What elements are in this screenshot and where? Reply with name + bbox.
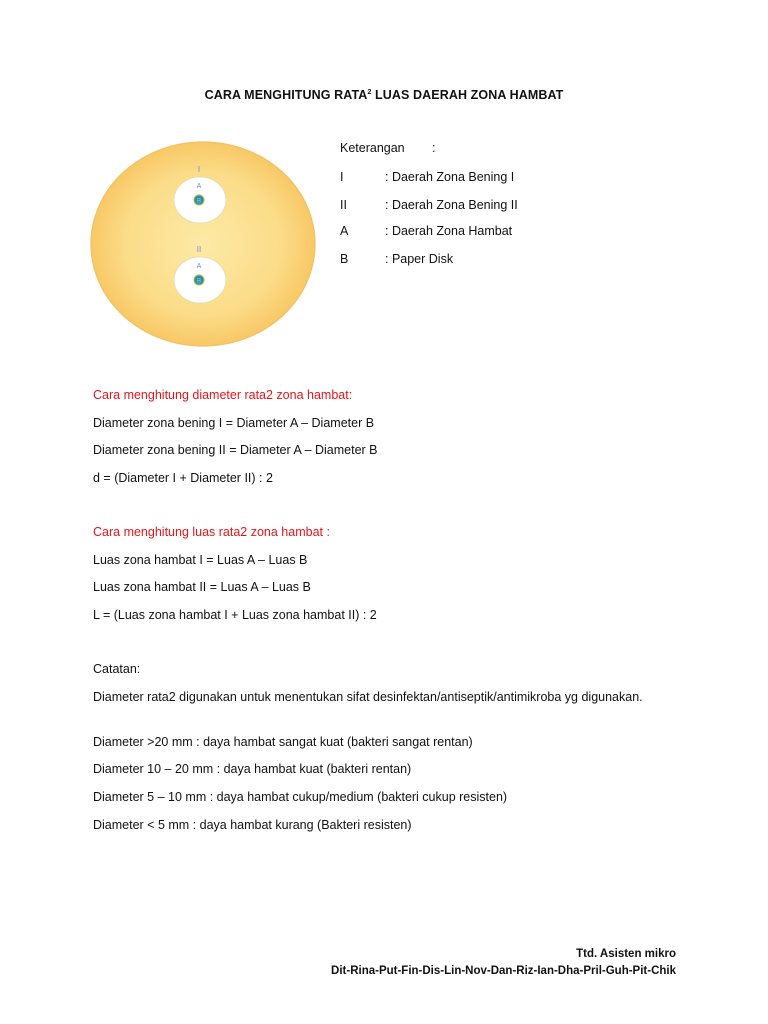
legend-value: : Daerah Zona Hambat <box>385 224 513 238</box>
notes-line: Diameter 10 – 20 mm : daya hambat kuat (bakteri rentan) <box>93 762 412 776</box>
legend-key: I <box>340 170 344 184</box>
luas-line: L = (Luas zona hambat I + Luas zona hambat II) : 2 <box>93 608 377 622</box>
disk-ii-b-label: B <box>196 278 202 285</box>
luas-heading: Cara menghitung luas rata2 zona hambat : <box>93 525 330 539</box>
legend-value: : Daerah Zona Bening I <box>385 170 515 184</box>
title-superscript: 2 <box>367 89 372 96</box>
notes-line: Diameter 5 – 10 mm : daya hambat cukup/medium (bakteri cukup resisten) <box>93 790 508 804</box>
legend-header-colon: : <box>432 141 436 155</box>
legend-key: B <box>340 252 349 266</box>
legend-value: : Daerah Zona Bening II <box>385 198 518 212</box>
title-main: CARA MENGHITUNG RATA <box>204 88 368 102</box>
legend-key: II <box>340 198 347 212</box>
luas-line: Luas zona hambat I = Luas A – Luas B <box>93 553 308 567</box>
legend-header-text: Keterangan <box>340 141 405 155</box>
diameter-line: Diameter zona bening I = Diameter A – Diameter B <box>93 416 375 430</box>
signature-names: Dit-Rina-Put-Fin-Dis-Lin-Nov-Dan-Riz-Ian-Dha-Pril-Guh-Pit-Chik <box>331 965 676 977</box>
zone-i-a-label: A <box>196 183 202 190</box>
inhibition-zone-diagram <box>88 138 318 350</box>
signature-title: Ttd. Asisten mikro <box>576 948 676 960</box>
notes-heading: Catatan: <box>93 662 141 676</box>
luas-line: Luas zona hambat II = Luas A – Luas B <box>93 580 311 594</box>
notes-line: Diameter < 5 mm : daya hambat kurang (Bakteri resisten) <box>93 818 412 832</box>
legend-value: : Paper Disk <box>385 252 454 266</box>
zone-i-label: I <box>197 165 201 174</box>
diameter-line: Diameter zona bening II = Diameter A – Diameter B <box>93 443 378 457</box>
diameter-line: d = (Diameter I + Diameter II) : 2 <box>93 471 273 485</box>
title-rest: LUAS DAERAH ZONA HAMBAT <box>371 88 564 102</box>
notes-line: Diameter >20 mm : daya hambat sangat kuat (bakteri sangat rentan) <box>93 735 473 749</box>
diameter-heading: Cara menghitung diameter rata2 zona hambat: <box>93 388 353 402</box>
notes-paragraph: Diameter rata2 digunakan untuk menentukan sifat desinfektan/antiseptik/antimikroba yg digunakan. <box>93 690 643 704</box>
legend-key: A <box>340 224 349 238</box>
agar-plate <box>91 142 315 346</box>
disk-i-b-label: B <box>196 198 202 205</box>
zone-ii-label: II <box>196 245 202 254</box>
page-title <box>0 88 768 102</box>
zone-ii-a-label: A <box>196 263 202 270</box>
